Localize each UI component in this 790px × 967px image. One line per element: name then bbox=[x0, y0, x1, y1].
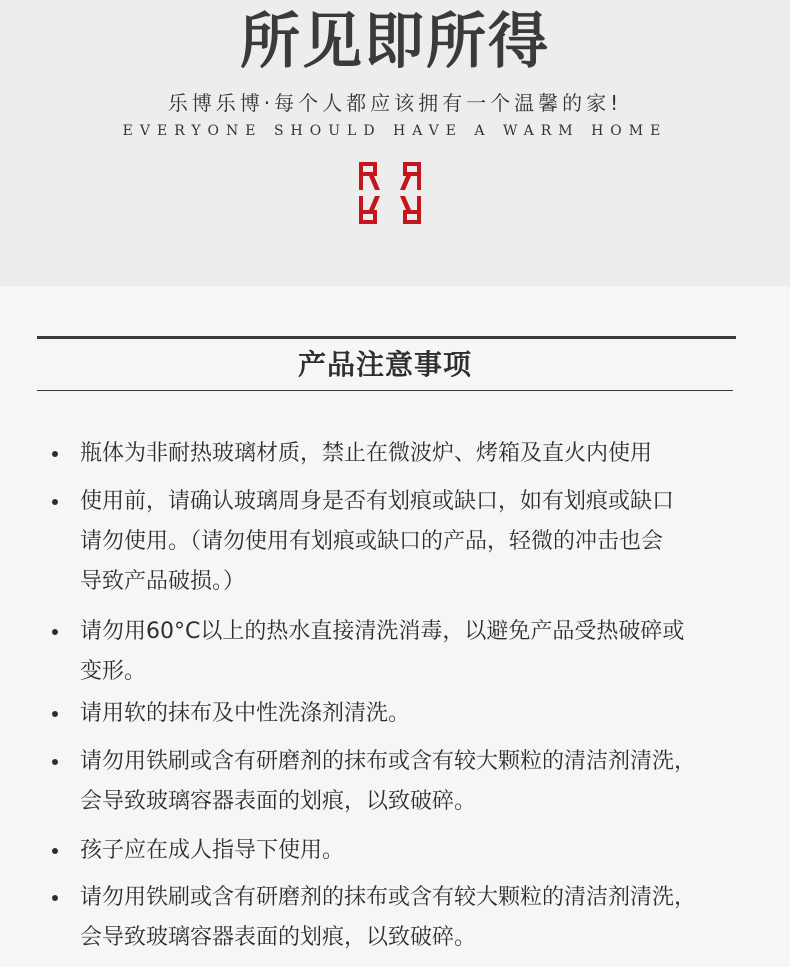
bullet-icon bbox=[52, 895, 58, 901]
notice-item bbox=[80, 482, 740, 602]
page-headline: 所见即所得 bbox=[240, 7, 550, 77]
bullet-icon bbox=[52, 711, 58, 717]
notice-text: 请勿用60°C以上的热水直接清洗消毒，以避免产品受热破碎或 bbox=[80, 619, 685, 644]
slogan-english: EVERYONE SHOULD HAVE A WARM HOME bbox=[122, 123, 668, 139]
slogan-chinese: 乐博乐博·每个人都应该拥有一个温馨的家! bbox=[167, 91, 623, 115]
notice-text: 变形。 bbox=[80, 659, 147, 684]
bullet-icon bbox=[52, 499, 58, 505]
notice-text: 请勿使用。（请勿使用有划痕或缺口的产品，轻微的冲击也会 bbox=[80, 529, 664, 554]
notice-text: 瓶体为非耐热玻璃材质，禁止在微波炉、烤箱及直火内使用 bbox=[80, 441, 653, 466]
notice-text: 请勿用铁刷或含有研磨剂的抹布或含有较大颗粒的清洁剂清洗， bbox=[80, 749, 697, 774]
notice-item bbox=[80, 878, 740, 958]
notice-text: 孩子应在成人指导下使用。 bbox=[80, 838, 345, 863]
notice-text: 会导致玻璃容器表面的划痕，以致破碎。 bbox=[80, 925, 477, 950]
bullet-icon bbox=[52, 759, 58, 765]
notice-text: 会导致玻璃容器表面的划痕，以致破碎。 bbox=[80, 789, 477, 814]
section-title: 产品注意事项 bbox=[297, 348, 472, 381]
notice-text: 使用前，请确认玻璃周身是否有划痕或缺口，如有划痕或缺口 bbox=[80, 489, 675, 514]
notice-item bbox=[80, 612, 740, 692]
notice-item bbox=[80, 434, 740, 474]
notice-item bbox=[80, 694, 740, 734]
notice-text: 请用软的抹布及中性洗涤剂清洗。 bbox=[80, 701, 411, 726]
notice-text: 请勿用铁刷或含有研磨剂的抹布或含有较大颗粒的清洁剂清洗， bbox=[80, 885, 697, 910]
bullet-icon bbox=[52, 629, 58, 635]
notice-text: 导致产品破损。） bbox=[80, 569, 246, 594]
notice-item bbox=[80, 742, 740, 822]
bullet-icon bbox=[52, 451, 58, 457]
bullet-icon bbox=[52, 848, 58, 854]
notice-item bbox=[80, 831, 740, 871]
